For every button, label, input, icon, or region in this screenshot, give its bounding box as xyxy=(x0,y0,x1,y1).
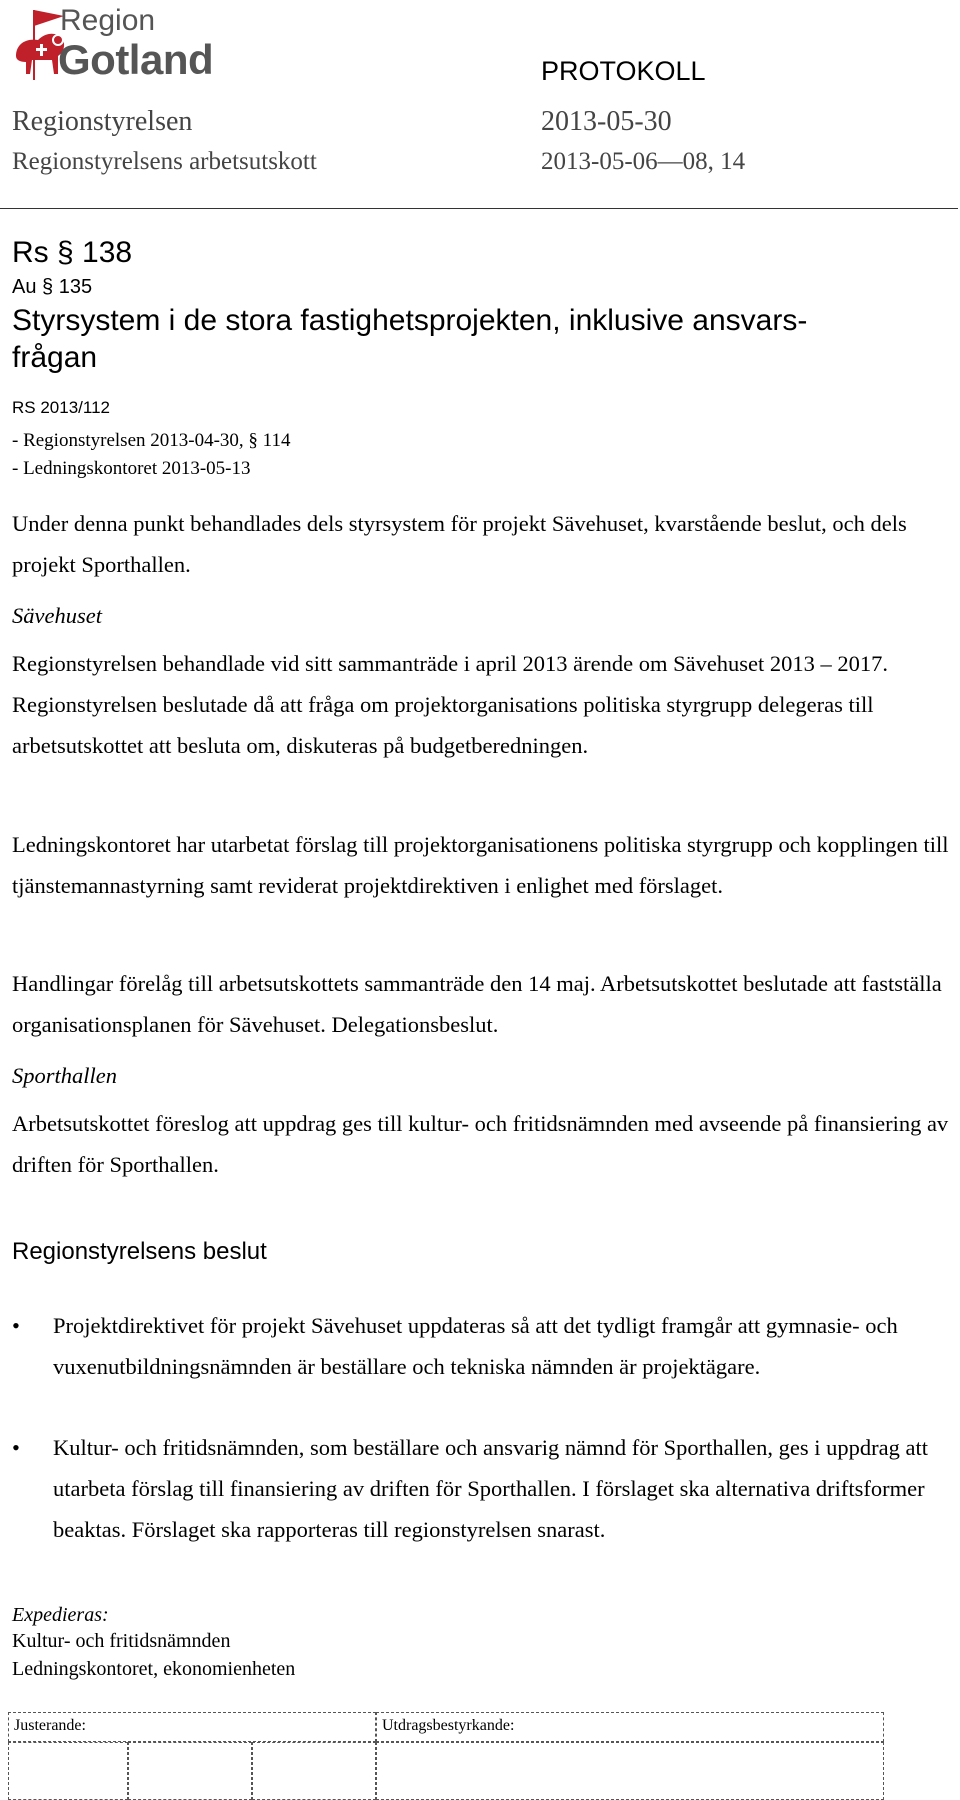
savehuset-paragraph: Ledningskontoret har utarbetat förslag till projektorganisationens politiska styrgrupp och kopplingen till tjänstemannastyrning samt reviderat projektdirektiven i enlighet med förslaget. xyxy=(12,832,949,898)
signature-box xyxy=(128,1742,252,1800)
header-body-1: Regionstyrelsen xyxy=(12,106,193,137)
section-heading-savehuset: Sävehuset xyxy=(12,603,102,628)
decision-item-text: Kultur- och fritidsnämnden, som beställare och ansvarig nämnd för Sporthallen, ges i uppdrag att utarbeta förslag till finansiering av driften för Sporthallen. I förslaget ska alternativa driftsformer beaktas. Förslaget ska rapporteras till regionstyrelsen snarast. xyxy=(53,1435,928,1542)
header-date-2: 2013-05-06—08, 14 xyxy=(541,148,746,175)
decision-item-text: Projektdirektivet för projekt Sävehuset uppdateras så att det tydligt framgår att gymnasie- och vuxenutbildningsnämnden är beställare och tekniska nämnden är projektägare. xyxy=(53,1313,898,1379)
case-title: Styrsystem i de stora fastighetsprojekten, inklusive ansvars-frågan xyxy=(12,304,808,374)
case-reference: - Ledningskontoret 2013-05-13 xyxy=(12,458,251,479)
header-date-1: 2013-05-30 xyxy=(541,106,672,137)
justerande-label: Justerande: xyxy=(14,1717,86,1734)
au-paragraph-number: Au § 135 xyxy=(12,276,93,298)
section-heading-sporthallen: Sporthallen xyxy=(12,1063,117,1088)
expedieras-recipient: Kultur- och fritidsnämnden xyxy=(12,1630,231,1652)
signature-box xyxy=(376,1742,884,1800)
savehuset-paragraph: Regionstyrelsen behandlade vid sitt sammanträde i april 2013 ärende om Sävehuset 2013 – 2017. Regionstyrelsen beslutade då att fråga om projektorganisations politiska styrgrupp delegeras till arbetsutskottet att besluta om, diskuteras på budgetberedningen. xyxy=(12,651,889,758)
logo-text-gotland: Gotland xyxy=(58,36,214,83)
bullet-icon: • xyxy=(12,1313,20,1338)
expedieras-heading: Expedieras: xyxy=(12,1604,109,1626)
case-diary-number: RS 2013/112 xyxy=(12,398,110,417)
signature-box xyxy=(8,1742,128,1800)
header-body-2: Regionstyrelsens arbetsutskott xyxy=(12,148,317,175)
bullet-icon: • xyxy=(12,1435,20,1460)
rs-paragraph-number: Rs § 138 xyxy=(12,236,133,269)
header-divider xyxy=(0,208,958,209)
document-type: PROTOKOLL xyxy=(541,56,706,86)
expedieras-recipient: Ledningskontoret, ekonomienheten xyxy=(12,1658,296,1680)
sporthallen-paragraph: Arbetsutskottet föreslog att uppdrag ges till kultur- och fritidsnämnden med avseende på finansiering av driften för Sporthallen. xyxy=(12,1111,949,1177)
decision-heading: Regionstyrelsens beslut xyxy=(12,1238,267,1265)
signature-box xyxy=(252,1742,376,1800)
logo-text-region: Region xyxy=(60,4,156,37)
case-reference: - Regionstyrelsen 2013-04-30, § 114 xyxy=(12,430,291,451)
intro-paragraph: Under denna punkt behandlades dels styrsystem för projekt Sävehuset, kvarstående beslut, och dels projekt Sporthallen. xyxy=(12,511,907,577)
signature-table xyxy=(8,1712,884,1800)
utdrag-label: Utdragsbestyrkande: xyxy=(382,1717,515,1734)
savehuset-paragraph: Handlingar förelåg till arbetsutskottets sammanträde den 14 maj. Arbetsutskottet beslutade att fastställa organisationsplanen för Sävehuset. Delegationsbeslut. xyxy=(12,971,942,1037)
